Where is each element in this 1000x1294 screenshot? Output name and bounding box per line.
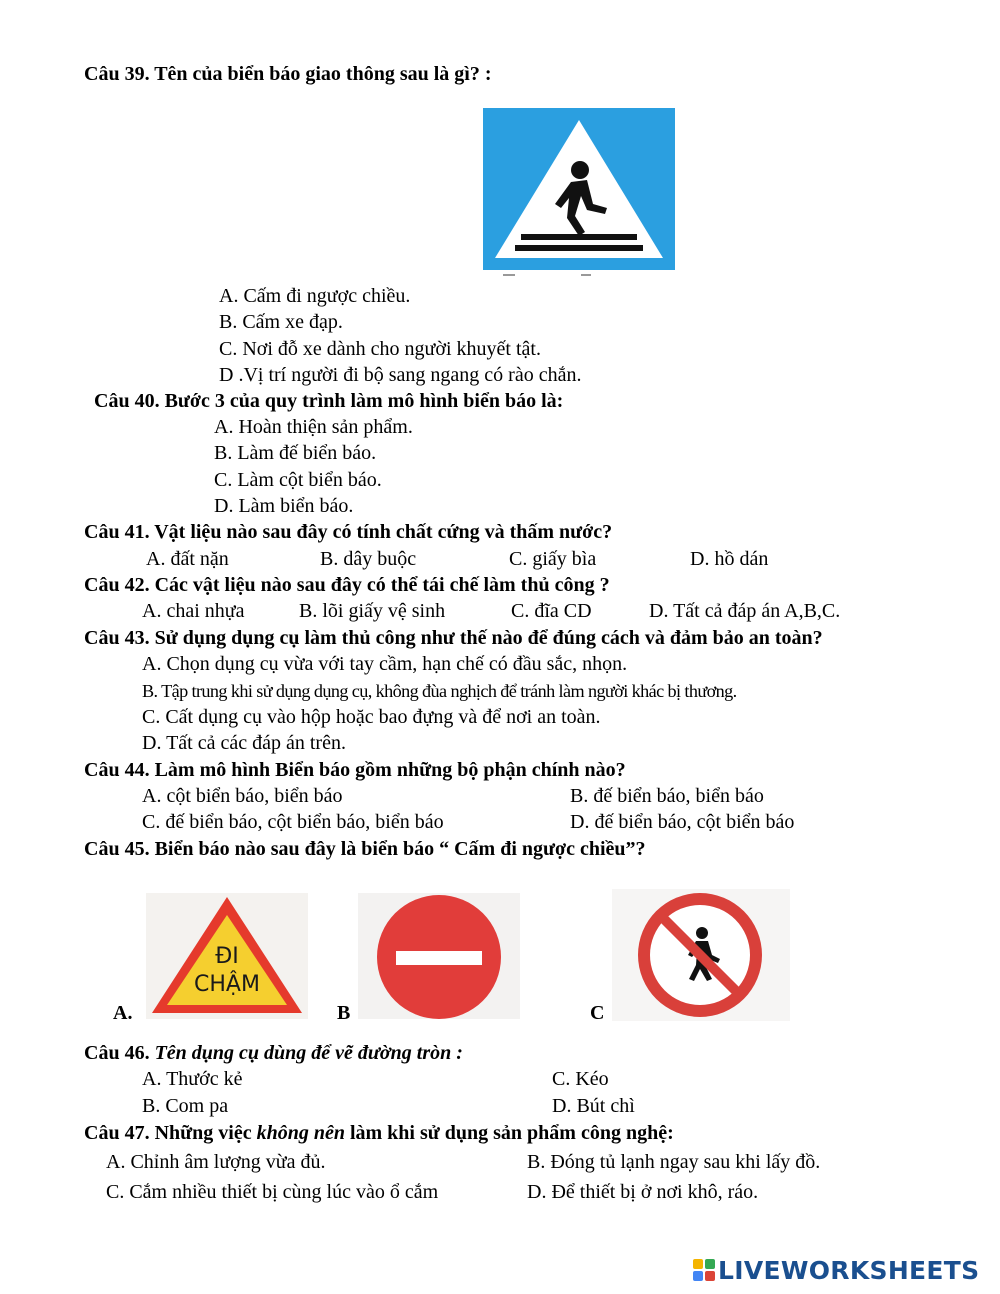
q44-option-b[interactable]: B. đế biển báo, biển báo [570,785,764,807]
question-label: Câu 44. [84,759,150,781]
question-text: . Bước 3 của quy trình làm mô hình biển báo là: [154,390,564,412]
question-47 [84,1121,674,1145]
question-label: Câu 39. [84,63,150,85]
question-text-emphasis: không nên [256,1122,345,1144]
q45-option-b-letter[interactable]: B [337,1002,351,1024]
logo-grid-icon [693,1259,715,1281]
q41-option-a[interactable]: A. đất nặn [146,548,229,570]
no-entry-sign-icon[interactable] [358,893,520,1019]
q47-option-d[interactable]: D. Để thiết bị ở nơi khô, ráo. [527,1181,759,1203]
question-39 [84,62,492,86]
no-pedestrians-sign-icon[interactable] [612,889,790,1021]
question-text-pre: Những việc [154,1122,257,1144]
q40-option-b[interactable]: B. Làm đế biển báo. [214,442,377,464]
liveworksheets-logo[interactable] [693,1253,979,1287]
q45-option-c-letter[interactable]: C [590,1002,605,1024]
q47-option-c[interactable]: C. Cắm nhiều thiết bị cùng lúc vào ổ cắm [106,1181,439,1203]
q39-option-a[interactable]: A. Cấm đi ngược chiều. [219,285,411,307]
q41-option-d[interactable]: D. hồ dán [690,548,769,570]
q39-option-b[interactable]: B. Cấm xe đạp. [219,311,343,333]
question-text: Tên của biển báo giao thông sau là gì? : [154,63,492,85]
slow-down-warning-sign-icon[interactable] [146,893,308,1019]
question-40 [94,389,563,413]
q43-option-d[interactable]: D. Tất cả các đáp án trên. [142,732,346,754]
question-text: Các vật liệu nào sau đây có thể tái chế làm thủ công ? [154,574,610,596]
q39-option-c[interactable]: C. Nơi đỗ xe dành cho người khuyết tật. [219,338,541,360]
pedestrian-crossing-sign-icon [483,108,675,278]
question-text-post: làm khi sử dụng sản phẩm công nghệ: [344,1122,674,1144]
question-text: Biển báo nào sau đây là biển báo “ Cấm đi ngược chiều”? [154,838,646,860]
q41-option-b[interactable]: B. dây buộc [320,548,417,570]
question-43 [84,626,823,650]
question-text: Vật liệu nào sau đây có tính chất cứng và thấm nước? [154,521,613,543]
q40-option-d[interactable]: D. Làm biển báo. [214,495,354,517]
q39-option-d[interactable]: D .Vị trí người đi bộ sang ngang có rào chắn. [219,364,582,386]
q47-option-a[interactable]: A. Chỉnh âm lượng vừa đủ. [106,1151,326,1173]
q45-option-a-letter[interactable]: A. [113,1002,133,1024]
question-text: Làm mô hình Biển báo gồm những bộ phận chính nào? [154,759,626,781]
q40-option-a[interactable]: A. Hoàn thiện sản phẩm. [214,416,413,438]
question-label: Câu 46. [84,1042,150,1064]
q43-option-c[interactable]: C. Cất dụng cụ vào hộp hoặc bao đựng và để nơi an toàn. [142,706,601,728]
question-46 [84,1041,463,1065]
question-41 [84,520,612,544]
question-44 [84,758,626,782]
slow-sign-text-2: CHẬM [194,972,260,997]
question-label: Câu 47. [84,1122,150,1144]
q43-option-a[interactable]: A. Chọn dụng cụ vừa với tay cầm, hạn chế có đầu sắc, nhọn. [142,653,628,675]
q42-option-d[interactable]: D. Tất cả đáp án A,B,C. [649,600,841,622]
q42-option-a[interactable]: A. chai nhựa [142,600,245,622]
question-label: Câu 41. [84,521,150,543]
q46-option-a[interactable]: A. Thước kẻ [142,1068,243,1090]
question-label: Câu 43. [84,627,150,649]
q40-option-c[interactable]: C. Làm cột biển báo. [214,469,382,491]
question-42 [84,573,610,597]
question-label: Câu 42. [84,574,150,596]
question-label: Câu 40 [94,390,155,412]
q42-option-b[interactable]: B. lõi giấy vệ sinh [299,600,446,622]
q46-option-d[interactable]: D. Bút chì [552,1095,635,1117]
q46-option-c[interactable]: C. Kéo [552,1068,609,1090]
q44-option-a[interactable]: A. cột biển báo, biển báo [142,785,343,807]
question-text: Sử dụng dụng cụ làm thủ công như thế nào để đúng cách và đảm bảo an toàn? [154,627,823,649]
q44-option-d[interactable]: D. đế biển báo, cột biển báo [570,811,795,833]
question-label: Câu 45. [84,838,150,860]
q44-option-c[interactable]: C. đế biển báo, cột biển báo, biển báo [142,811,444,833]
q47-option-b[interactable]: B. Đóng tủ lạnh ngay sau khi lấy đồ. [527,1151,821,1173]
q46-option-b[interactable]: B. Com pa [142,1095,229,1117]
q42-option-c[interactable]: C. đĩa CD [511,600,592,622]
slow-sign-text-1: ĐI [215,944,239,969]
q43-option-b[interactable]: B. Tập trung khi sử dụng dụng cụ, không đùa nghịch để tránh làm người khác bị thương. [142,681,737,701]
logo-text: LIVEWORKSHEETS [718,1255,980,1285]
question-text: Tên dụng cụ dùng để vẽ đường tròn : [154,1042,463,1064]
q41-option-c[interactable]: C. giấy bìa [509,548,597,570]
question-45 [84,837,646,861]
